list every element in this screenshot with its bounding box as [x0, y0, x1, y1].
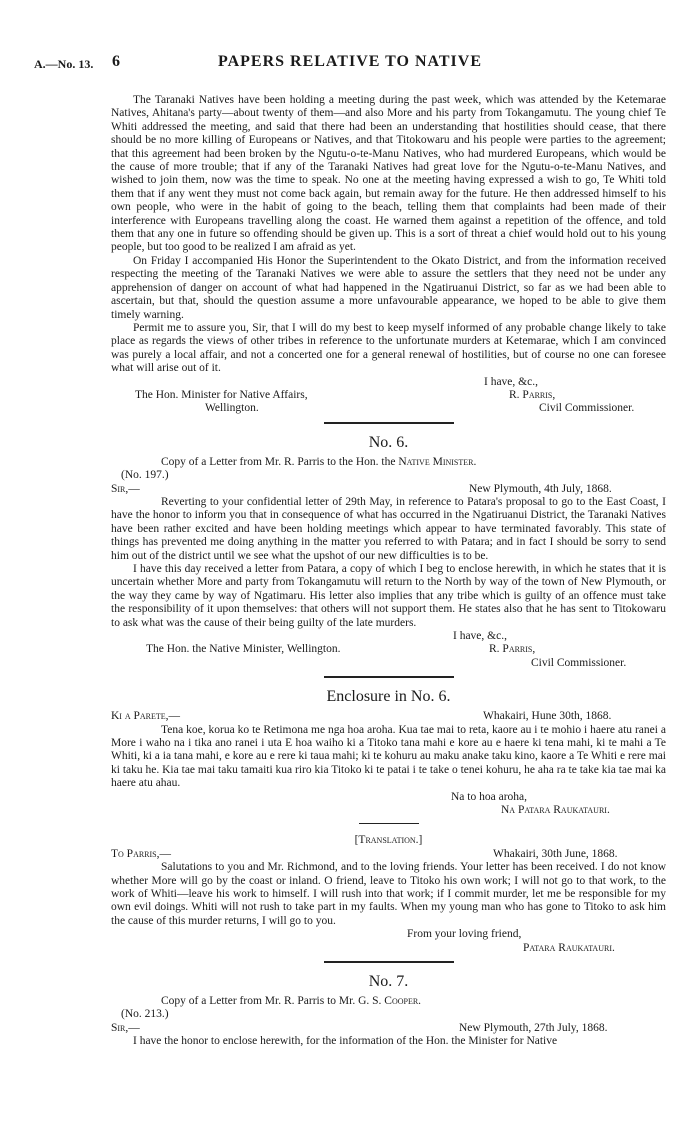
paragraph: Permit me to assure you, Sir, that I will do my best to keep myself informed of any probable change likely to take place as regards the views of other tribes in reference to the unfortunate murders at Ketemarae, which I am convinced was purely a local affair, and not a concerted one for a general renewal of hostilities, but of course no one can foresee what will arise out of it.: [111, 321, 666, 375]
place-date: New Plymouth, 27th July, 1868.: [459, 1021, 608, 1034]
paragraph: I have this day received a letter from Patara, a copy of which I beg to enclose herewith, in which he states that it is uncertain whether More and party from Tokangamutu will return to the North by way of the town of New Plymouth, or the way they came by way of Ngatimaru. His letter also implies that any tribe which is guilty of an offence must take the responsibility of it upon themselves: that others will not support them. He states also that he has sent to Titokowaru to ask what was the cause of their being guilty of the late murders.: [111, 562, 666, 629]
addressee: The Hon. Minister for Native Affairs,: [135, 388, 308, 401]
closing: I have, &c.,: [484, 375, 538, 388]
paragraph: On Friday I accompanied His Honor the Superintendent to the Okato District, and from the information received respecting the meeting of the Taranaki Natives we were able to assure the settlers that they need not be under any apprehension of danger on account of what had happened in the Ngatiruanui District, so far as we had been able to ascertain, but that, should the question assume a more unfavourable appearance, we hoped to be able to give them timely warning.: [111, 254, 666, 321]
section-subtitle: Copy of a Letter from Mr. R. Parris to Mr. G. S. Cooper.: [161, 994, 422, 1007]
maori-letter-body: Tena koe, korua ko te Retimona me nga hoa aroha. Kua tae mai to reta, kaore au i te mohio i haere atu ranei a More i waho na i tika ano ranei i uta E hoa waiho ki a Titoko tana mahi e kore au e haere ki tena mahi, ki te mahi a Te Whiti, ki a ia tana mahi, e kore au e rere ki taua mahi; ki te kohuru au maku anake taku kino, kaore a Te Whiti e rere mai ki taku he. Kia tae mai taku tamaiti kua riro kia Titoko ki te patai i te take o tenei kohuru, he aha ra te take kia tae mai ka haere atu ahau.: [111, 723, 666, 790]
section-no-6: [111, 434, 666, 670]
running-title: PAPERS RELATIVE TO NATIVE: [217, 53, 482, 70]
signer: Na Patara Raukatauri.: [501, 803, 610, 816]
addressee: The Hon. the Native Minister, Wellington.: [146, 643, 341, 656]
salutation: Sir,—: [111, 1021, 140, 1034]
closing: From your loving friend,: [407, 928, 522, 941]
paragraph: The Taranaki Natives have been holding a meeting during the past week, which was attended by the Ketemarae Natives, Ahitana's party—about twenty of them—and also More and his party from Tokangamutu. The young chief Te Whiti addressed the meeting, and said that there had been an understanding that hostilities should cease, that there should be no more killing of Europeans or Natives, and that Titokowaru and his people were parties to the agreement; that this agreement had been broken by the Ngutu-o-te-Manu Natives, who had murdered Europeans, which would be the cause of more trouble; that if any of the Taranaki Natives had great love for the Ngutu-o-te-Manu Natives, and wished to join them, now was the time to speak. No one at the meeting having expressed a wish to go, Te Whiti told them that if any went they must not come back again, but remain away for the future. He then addressed himself to his own people, who were in the habit of going to the beach, telling them that complaints had been made of their interference with Europeans travelling along the coast. He warned them against a repetition of the offence, and told them that any one in future so offending should be given up. This is a sort of threat a chief would hold out to his young people, but too good to be realized I am afraid as yet.: [111, 94, 666, 254]
document-body: [111, 94, 666, 1049]
closing: Na to hoa aroha,: [451, 790, 527, 803]
closing-row: [111, 376, 666, 389]
place-date: New Plymouth, 4th July, 1868.: [469, 482, 612, 495]
place-date: Whakairi, Hune 30th, 1868.: [483, 710, 612, 723]
enclosure-section: [111, 688, 666, 955]
place-date: Whakairi, 30th June, 1868.: [493, 847, 618, 860]
reference-number: (No. 213.): [121, 1008, 169, 1021]
signer: Patara Raukatauri.: [523, 941, 615, 954]
section-no-7: [111, 973, 666, 1049]
salutation: Ki a Parete,—: [111, 710, 181, 723]
page-header: [34, 53, 666, 74]
section-divider: [324, 676, 454, 678]
section-subtitle: Copy of a Letter from Mr. R. Parris to the Hon. the Native Minister.: [161, 455, 477, 468]
closing: I have, &c.,: [453, 629, 507, 642]
addressee-place: Wellington.: [205, 402, 259, 415]
paragraph: I have the honor to enclose herewith, for the information of the Hon. the Minister for Native: [133, 1035, 558, 1048]
document-reference: A.—No. 13.: [34, 57, 94, 71]
enclosure-heading: Enclosure in No. 6.: [326, 688, 451, 706]
reference-number: (No. 197.): [121, 469, 169, 482]
signer-title: Civil Commissioner.: [539, 402, 635, 415]
salutation: Sir,—: [111, 482, 140, 495]
section-heading: No. 7.: [368, 972, 409, 990]
section-heading: No. 6.: [368, 433, 409, 451]
salutation: To Parris,—: [111, 847, 172, 860]
translation-divider: [359, 823, 419, 824]
page-number: 6: [112, 53, 120, 70]
signer: R. Parris,: [509, 388, 556, 401]
section-divider: [324, 961, 454, 963]
section-divider: [324, 422, 454, 424]
translation-body: Salutations to you and Mr. Richmond, and to the loving friends. Your letter has been received. I do not know whether More will go by the coast or inland. O friend, leave to Titoko his own work; I will not go to that work, to the work of Whiti—leave his work to himself. I will rush into that work; if I commit murder, let me be responsible for my own evil doings. Whiti will not rush to take part in my faults. When my young man who has gone to Titoko to ask him the cause of this murder returns, I will go to you.: [111, 861, 666, 927]
signer: R. Parris,: [489, 643, 536, 656]
letter-continuation: [111, 94, 666, 416]
translation-label: [Translation.]: [354, 834, 423, 847]
signer-title: Civil Commissioner.: [531, 656, 627, 669]
paragraph: Reverting to your confidential letter of 29th May, in reference to Patara's proposal to go to the East Coast, I have the honor to inform you that in consequence of what has occurred in the Ngatiruanui District, the Taranaki Natives have been rather excited and have been holding meetings which appear to have terminated favorably. This state of things has prevented me doing anything in the matter you referred to with Patara; and in fact I should be sorry to send him out of the district until we see what the upshot of our new difficulties is to be.: [111, 495, 666, 562]
